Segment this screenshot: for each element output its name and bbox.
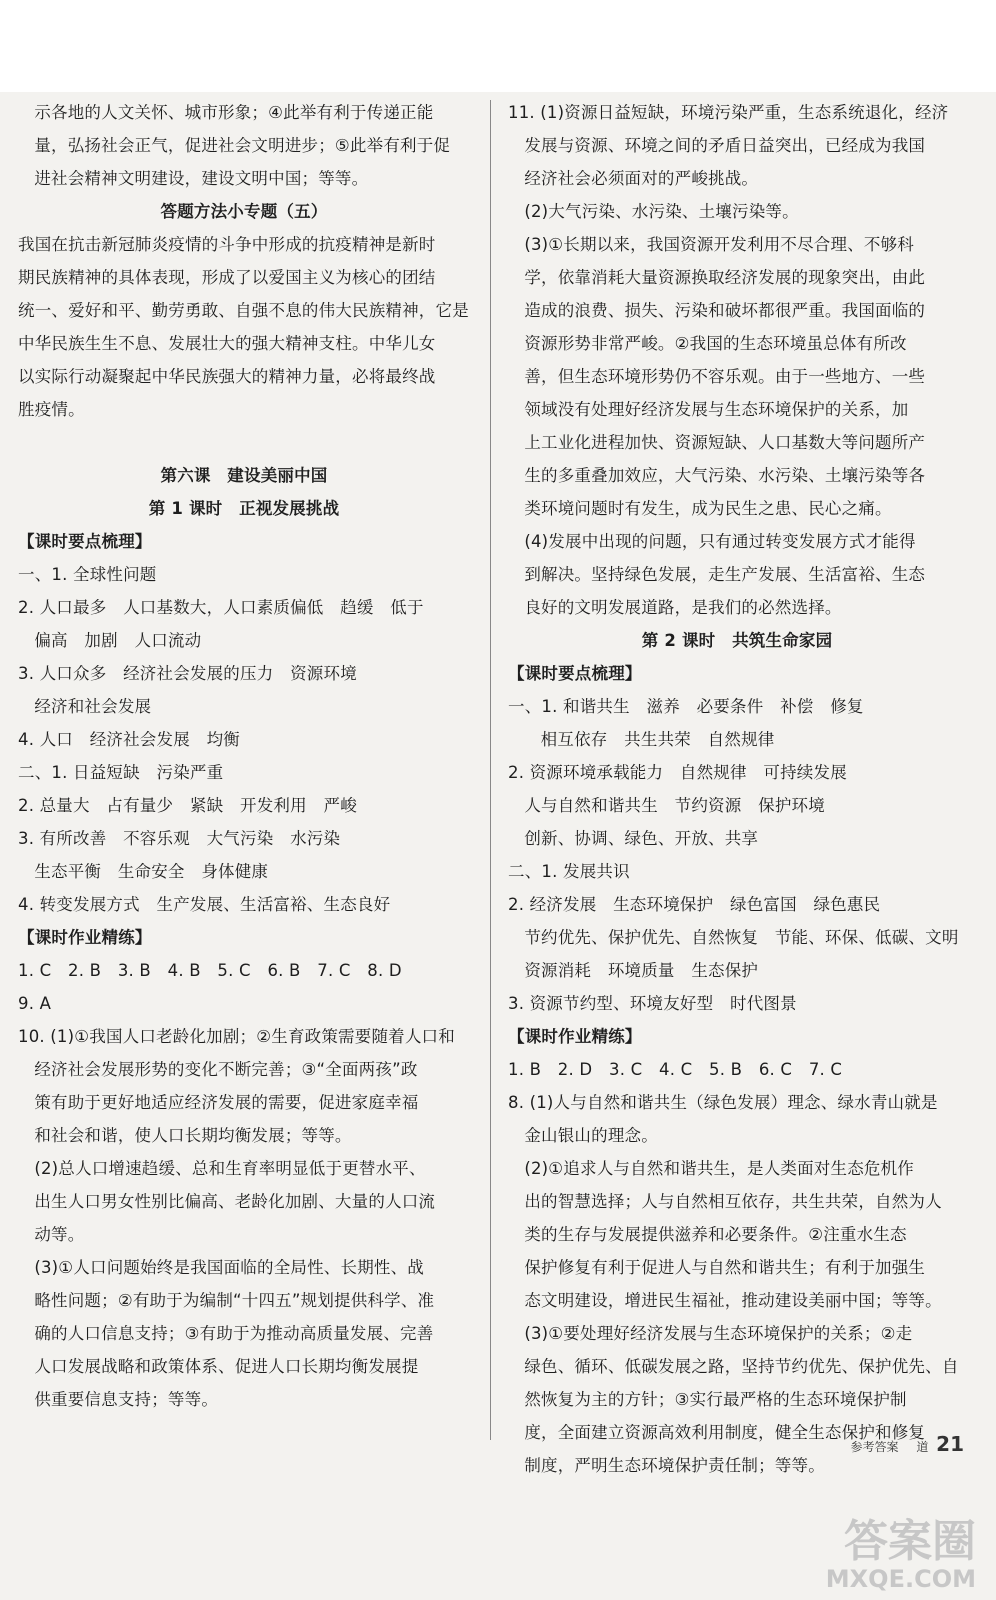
right-line: 资源形势非常严峻。②我国的生态环境虽总体有所改	[508, 334, 907, 353]
column-divider	[490, 100, 491, 1440]
left-line: 进社会精神文明建设，建设文明中国；等等。	[18, 169, 369, 188]
right-line: (4)发展中出现的问题，只有通过转变发展方式才能得	[508, 532, 916, 551]
left-line: 供重要信息支持；等等。	[18, 1390, 219, 1409]
left-line: 4. 转变发展方式 生产发展、生活富裕、生态良好	[18, 895, 391, 914]
right-line: 绿色、循环、低碳发展之路，坚持节约优先、保护优先、自	[508, 1357, 959, 1376]
left-line: 胜疫情。	[18, 400, 85, 419]
left-line: 人口发展战略和政策体系、促进人口长期均衡发展提	[18, 1357, 419, 1376]
right-line: 第 2 课时 共筑生命家园	[641, 631, 833, 650]
left-line: 9. A	[18, 994, 52, 1013]
right-column	[508, 96, 966, 1482]
right-line: 1. B 2. D 3. C 4. C 5. B 6. C 7. C	[508, 1060, 843, 1079]
left-line: 一、1. 全球性问题	[18, 565, 157, 584]
left-line: (2)总人口增速趋缓、总和生育率明显低于更替水平、	[18, 1159, 426, 1178]
left-column	[18, 96, 470, 1416]
right-line: 资源消耗 环境质量 生态保护	[508, 961, 759, 980]
right-line: 态文明建设，增进民生福祉，推动建设美丽中国；等等。	[508, 1291, 942, 1310]
right-line: (2)大气污染、水污染、土壤污染等。	[508, 202, 799, 221]
left-line: 二、1. 日益短缺 污染严重	[18, 763, 224, 782]
right-line: 良好的文明发展道路，是我们的必然选择。	[508, 598, 842, 617]
right-line: 领域没有处理好经济发展与生态环境保护的关系，加	[508, 400, 909, 419]
right-line: 制度，严明生态环境保护责任制；等等。	[508, 1456, 825, 1475]
left-line: 3. 人口众多 经济社会发展的压力 资源环境	[18, 664, 357, 683]
right-line: 创新、协调、绿色、开放、共享	[508, 829, 759, 848]
left-line: 经济社会发展形势的变化不断完善；③“全面两孩”政	[18, 1060, 418, 1079]
left-line: 动等。	[18, 1225, 85, 1244]
left-line: (3)①人口问题始终是我国面临的全局性、长期性、战	[18, 1258, 424, 1277]
right-line: 金山银山的理念。	[508, 1126, 658, 1145]
right-line: 善，但生态环境形势仍不容乐观。由于一些地方、一些	[508, 367, 926, 386]
left-line: 第六课 建设美丽中国	[160, 466, 328, 485]
watermark-line1: 答案圈	[844, 1516, 976, 1567]
right-line: 2. 经济发展 生态环境保护 绿色富国 绿色惠民	[508, 895, 881, 914]
left-line: 【课时要点梳理】	[18, 532, 152, 551]
page-number: 21	[936, 1432, 964, 1456]
right-line: 经济社会必须面对的严峻挑战。	[508, 169, 759, 188]
right-line: 3. 资源节约型、环境友好型 时代图景	[508, 994, 797, 1013]
left-line	[18, 426, 470, 459]
left-line: 以实际行动凝聚起中华民族强大的精神力量，必将最终战	[18, 367, 436, 386]
right-line: 一、1. 和谐共生 滋养 必要条件 补偿 修复	[508, 697, 864, 716]
right-line: (3)①长期以来，我国资源开发利用不尽合理、不够科	[508, 235, 914, 254]
left-line: 出生人口男女性别比偏高、老龄化加剧、大量的人口流	[18, 1192, 436, 1211]
left-line: 确的人口信息支持；③有助于为推动高质量发展、完善	[18, 1324, 434, 1343]
right-line: 【课时作业精练】	[508, 1027, 642, 1046]
right-line: 相互依存 共生共荣 自然规律	[508, 730, 775, 749]
right-line: (3)①要处理好经济发展与生态环境保护的关系；②走	[508, 1324, 913, 1343]
left-line: 2. 人口最多 人口基数大，人口素质偏低 趋缓 低于	[18, 598, 424, 617]
right-line: 发展与资源、环境之间的矛盾日益突出，已经成为我国	[508, 136, 926, 155]
left-line: 3. 有所改善 不容乐观 大气污染 水污染	[18, 829, 341, 848]
right-line: 11. (1)资源日益短缺，环境污染严重，生态系统退化，经济	[508, 103, 949, 122]
right-line: 保护修复有利于促进人与自然和谐共生；有利于加强生	[508, 1258, 926, 1277]
left-line: 量，弘扬社会正气，促进社会文明进步；⑤此举有利于促	[18, 136, 451, 155]
left-line: 4. 人口 经济社会发展 均衡	[18, 730, 240, 749]
left-line: 策有助于更好地适应经济发展的需要，促进家庭幸福	[18, 1093, 419, 1112]
right-line: 类环境问题时有发生，成为民生之患、民心之痛。	[508, 499, 892, 518]
left-line: 偏高 加剧 人口流动	[18, 631, 202, 650]
right-line: 2. 资源环境承载能力 自然规律 可持续发展	[508, 763, 847, 782]
right-line: 到解决。坚持绿色发展，走生产发展、生活富裕、生态	[508, 565, 926, 584]
page-footer	[850, 1432, 964, 1456]
right-line: 然恢复为主的方针；③实行最严格的生态环境保护制	[508, 1390, 907, 1409]
right-line: 出的智慧选择；人与自然相互依存，共生共荣，自然为人	[508, 1192, 942, 1211]
right-line: 8. (1)人与自然和谐共生（绿色发展）理念、绿水青山就是	[508, 1093, 938, 1112]
left-line: 经济和社会发展	[18, 697, 152, 716]
right-line: 度，全面建立资源高效利用制度，健全生态保护和修复	[508, 1423, 926, 1442]
right-line: 学，依靠消耗大量资源换取经济发展的现象突出，由此	[508, 268, 926, 287]
right-line: 生的多重叠加效应，大气污染、水污染、土壤污染等各	[508, 466, 926, 485]
left-line: 生态平衡 生命安全 身体健康	[18, 862, 269, 881]
left-line: 期民族精神的具体表现，形成了以爱国主义为核心的团结	[18, 268, 436, 287]
right-line: 人与自然和谐共生 节约资源 保护环境	[508, 796, 825, 815]
watermark-logo	[826, 1518, 976, 1592]
right-line: (2)①追求人与自然和谐共生，是人类面对生态危机作	[508, 1159, 914, 1178]
left-line: 示各地的人文关怀、城市形象；④此举有利于传递正能	[18, 103, 434, 122]
right-line: 上工业化进程加快、资源短缺、人口基数大等问题所产	[508, 433, 926, 452]
top-margin	[0, 0, 996, 92]
left-line: 和社会和谐，使人口长期均衡发展；等等。	[18, 1126, 352, 1145]
right-line: 【课时要点梳理】	[508, 664, 642, 683]
footer-side: 道	[916, 1440, 929, 1454]
right-line: 节约优先、保护优先、自然恢复 节能、环保、低碳、文明	[508, 928, 959, 947]
left-line: 统一、爱好和平、勤劳勇敢、自强不息的伟大民族精神，它是	[18, 301, 469, 320]
left-line: 略性问题；②有助于为编制“十四五”规划提供科学、准	[18, 1291, 435, 1310]
left-line: 第 1 课时 正视发展挑战	[148, 499, 340, 518]
footer-label: 参考答案	[850, 1440, 899, 1454]
left-line: 中华民族生生不息、发展壮大的强大精神支柱。中华儿女	[18, 334, 436, 353]
right-line: 造成的浪费、损失、污染和破坏都很严重。我国面临的	[508, 301, 926, 320]
left-line: 10. (1)①我国人口老龄化加剧；②生育政策需要随着人口和	[18, 1027, 455, 1046]
right-line: 类的生存与发展提供滋养和必要条件。②注重水生态	[508, 1225, 907, 1244]
left-line: 2. 总量大 占有量少 紧缺 开发利用 严峻	[18, 796, 357, 815]
left-line: 答题方法小专题（五）	[160, 202, 328, 221]
left-line: 我国在抗击新冠肺炎疫情的斗争中形成的抗疫精神是新时	[18, 235, 436, 254]
left-line: 【课时作业精练】	[18, 928, 152, 947]
left-line: 1. C 2. B 3. B 4. B 5. C 6. B 7. C 8. D	[18, 961, 402, 980]
watermark-line2: MXQE.COM	[825, 1565, 976, 1593]
right-line: 二、1. 发展共识	[508, 862, 630, 881]
